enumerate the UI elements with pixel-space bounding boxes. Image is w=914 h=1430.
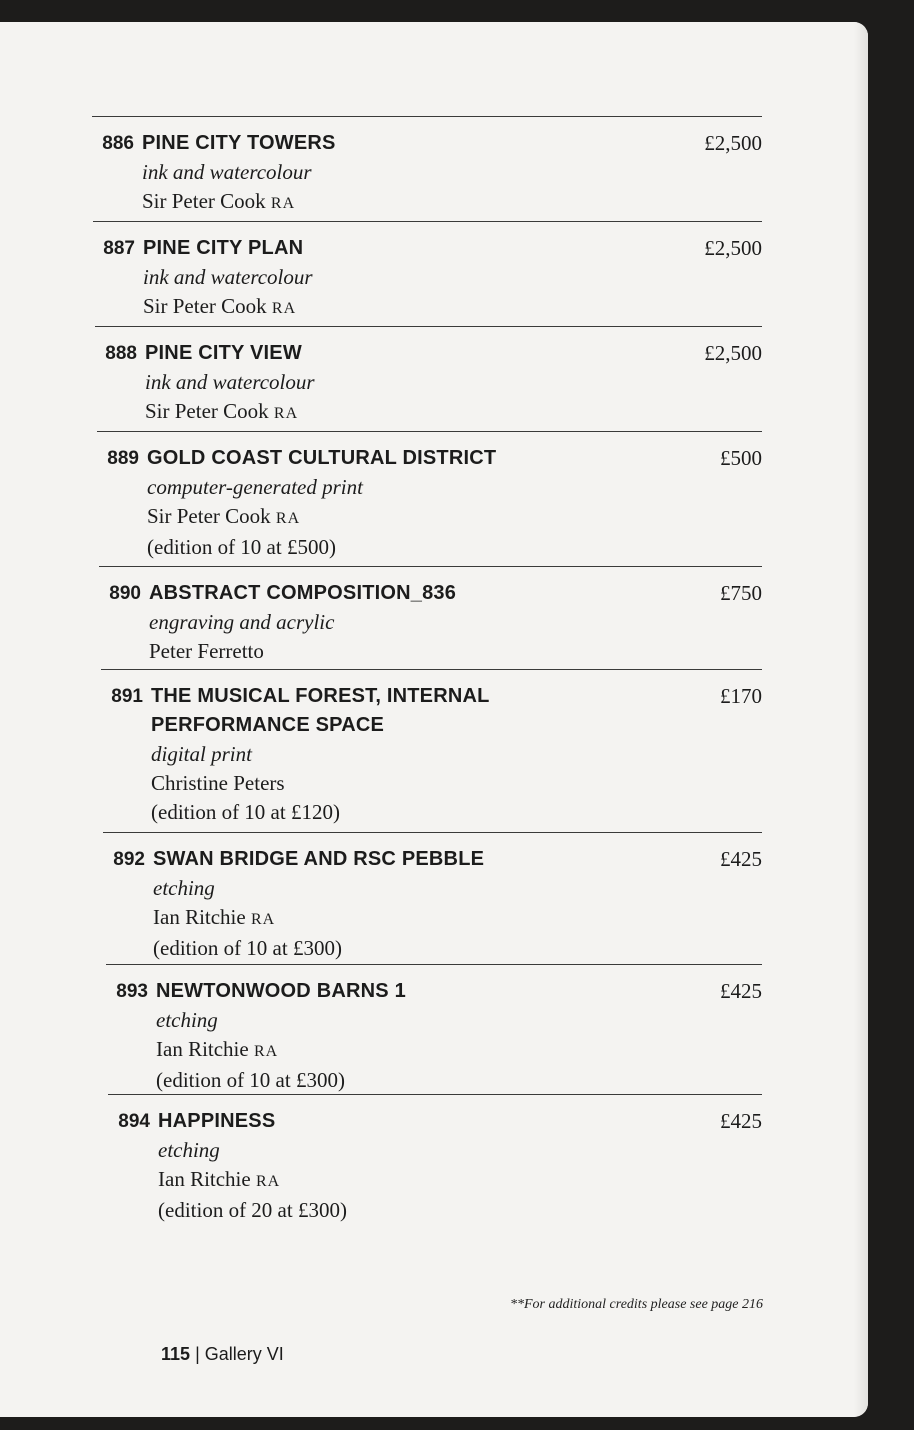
entry-artist-suffix: RA (255, 1173, 281, 1190)
entry-details (151, 740, 340, 827)
entry-number: 889 (107, 448, 139, 469)
entry-artist-line (145, 397, 315, 428)
entry-medium: computer-generated print (147, 475, 363, 499)
entry-details (143, 263, 313, 323)
catalogue-entry-889 (97, 431, 762, 566)
entry-medium: etching (158, 1138, 220, 1162)
entry-details (147, 473, 363, 562)
entry-medium: digital print (151, 742, 252, 766)
entry-edition: (edition of 10 at £300) (153, 936, 342, 960)
entry-edition: (edition of 10 at £120) (151, 800, 340, 824)
section-name: Gallery VI (204, 1344, 284, 1364)
entry-price: £2,500 (704, 341, 762, 365)
entry-artist-line (156, 1035, 345, 1066)
entry-edition: (edition of 20 at £300) (158, 1198, 347, 1222)
entry-title-line-2: PERFORMANCE SPACE (151, 714, 385, 736)
entry-price: £2,500 (704, 131, 762, 155)
entry-artist-suffix: RA (271, 300, 297, 317)
entry-number: 890 (109, 583, 141, 604)
entry-artist-suffix: RA (273, 405, 299, 422)
entry-artist: Ian Ritchie (156, 1037, 249, 1061)
catalogue-entry-891 (101, 669, 762, 832)
page-number: 115 (161, 1344, 191, 1364)
entry-title: ABSTRACT COMPOSITION_836 (149, 582, 457, 604)
entry-artist-suffix: RA (275, 510, 301, 527)
entry-artist: Ian Ritchie (153, 905, 246, 929)
entry-medium: etching (153, 876, 215, 900)
entry-number: 888 (105, 343, 137, 364)
entry-price: £170 (720, 684, 762, 708)
entry-number: 887 (103, 238, 135, 259)
catalogue-entry-892 (103, 832, 762, 964)
entry-title: NEWTONWOOD BARNS 1 (156, 980, 406, 1002)
entry-artist: Christine Peters (151, 771, 285, 795)
entry-number: 886 (102, 133, 134, 154)
catalogue-page (0, 22, 868, 1417)
entry-artist-line (149, 637, 334, 666)
entry-artist-line (151, 769, 340, 798)
entry-artist-suffix: RA (270, 195, 296, 212)
entry-edition: (edition of 10 at £300) (156, 1068, 345, 1092)
entry-artist-line (143, 292, 313, 323)
entry-details (149, 608, 334, 666)
entry-artist-line (153, 903, 342, 934)
entry-price: £425 (720, 979, 762, 1003)
page-folio (161, 1344, 284, 1365)
entry-artist: Sir Peter Cook (142, 189, 266, 213)
entry-price: £500 (720, 446, 762, 470)
entry-medium: etching (156, 1008, 218, 1032)
entry-artist: Sir Peter Cook (147, 504, 271, 528)
page-edge (854, 22, 868, 1417)
entry-artist-suffix: RA (253, 1043, 279, 1060)
entry-artist-line (158, 1165, 347, 1196)
catalogue-entry-887 (93, 221, 762, 326)
entry-title: PINE CITY TOWERS (142, 132, 336, 154)
entry-edition: (edition of 10 at £500) (147, 535, 336, 559)
entry-number: 894 (118, 1111, 150, 1132)
entry-title-line-1: THE MUSICAL FOREST, INTERNAL (151, 685, 490, 707)
entry-details (153, 874, 342, 963)
entry-number: 892 (113, 849, 145, 870)
catalogue-entry-894 (108, 1094, 762, 1230)
entry-artist-line (147, 502, 363, 533)
entry-price: £750 (720, 581, 762, 605)
entry-title: GOLD COAST CULTURAL DISTRICT (147, 447, 497, 469)
catalogue-entry-888 (95, 326, 762, 431)
entry-artist: Sir Peter Cook (143, 294, 267, 318)
entry-title: SWAN BRIDGE AND RSC PEBBLE (153, 848, 485, 870)
entry-artist: Ian Ritchie (158, 1167, 251, 1191)
folio-separator: | (195, 1344, 200, 1364)
entry-title: PINE CITY PLAN (143, 237, 304, 259)
entry-artist-suffix: RA (250, 911, 276, 928)
entry-number: 891 (111, 686, 143, 707)
entry-artist: Peter Ferretto (149, 639, 264, 663)
entry-medium: ink and watercolour (142, 160, 312, 184)
entry-details (156, 1006, 345, 1095)
catalogue-entry-890 (99, 566, 762, 669)
entry-medium: ink and watercolour (145, 370, 315, 394)
entry-artist-line (142, 187, 312, 218)
entry-details (158, 1136, 347, 1225)
entry-title (151, 682, 490, 740)
catalogue-entry-886 (92, 116, 762, 221)
entry-title: HAPPINESS (158, 1110, 276, 1132)
entry-details (145, 368, 315, 428)
entry-medium: ink and watercolour (143, 265, 313, 289)
footnote: **For additional credits please see page 216 (510, 1297, 763, 1312)
entry-price: £425 (720, 847, 762, 871)
entry-price: £2,500 (704, 236, 762, 260)
entry-number: 893 (116, 981, 148, 1002)
entry-title: PINE CITY VIEW (145, 342, 302, 364)
catalogue-entry-893 (106, 964, 762, 1094)
entry-price: £425 (720, 1109, 762, 1133)
entry-artist: Sir Peter Cook (145, 399, 269, 423)
entry-medium: engraving and acrylic (149, 610, 335, 634)
entry-details (142, 158, 312, 218)
